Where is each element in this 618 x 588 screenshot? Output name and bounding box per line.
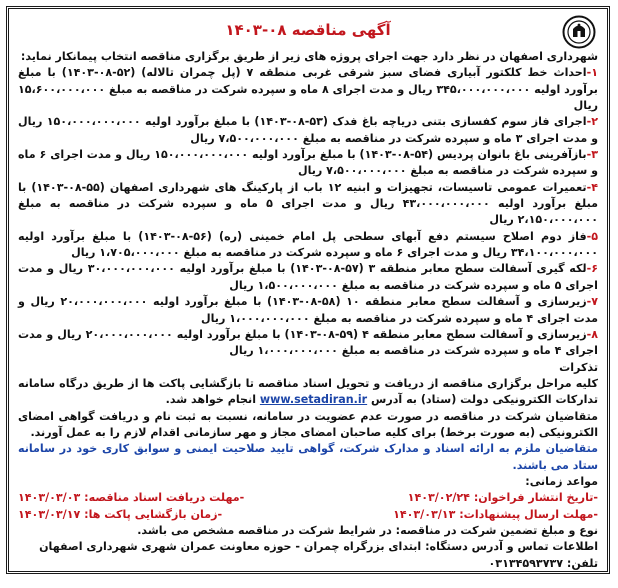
note-setad [18,376,598,409]
publish-date [408,490,598,506]
opening-date-label: -زمان بازگشایی پاکت ها: [84,507,223,521]
submit-deadline-label: -مهلت ارسال پیشنهادات: [459,507,598,521]
submit-deadline-value: ۱۴۰۳/۰۳/۱۳ [393,507,456,521]
municipality-logo-icon [562,15,596,49]
notice-body [18,49,598,572]
dates-heading: مواعد زمانی: [525,474,598,488]
note-registration: متقاضیان شرکت در مناقصه در صورت عدم عضویت در سامانه، نسبت به ثبت نام و دریافت گواهی امضای الکترونیکی (به صورت برخط) برای کلیه صاحبان امضای مجاز و مهر سازمانی اقدام لازم را به عمل آورند. [18,409,598,439]
item-text: فاز دوم اصلاح سیستم دفع آبهای سطحی پل امام خمینی (ره) (۵۶-۰۸-۱۴۰۳) با مبلغ برآورد اولیه ۳۴،۱۰۰،۰۰۰،۰۰۰ ریال و مدت اجرای ۶ ماه و سپرده شرکت در مناقصه به مبلغ ۱،۷۰۵،۰۰۰،۰۰۰ ریال [18,229,598,260]
setad-link[interactable]: www.setadiran.ir [259,393,368,407]
item-number: ۲- [586,115,598,129]
intro-text: شهرداری اصفهان در نظر دارد جهت اجرای پروژه های زیر از طریق برگزاری مناقصه انتخاب پیمانکار نماید: [20,50,598,63]
project-item-1 [18,65,598,114]
guarantee-info: نوع و مبلغ تضمین شرکت در مناقصه: در شرایط شرکت در مناقصه مشخص می باشد. [137,523,598,537]
project-item-4 [18,180,598,229]
docs-deadline-value: ۱۴۰۳/۰۳/۰۳ [18,491,81,505]
item-number: ۶- [586,262,598,276]
item-text: احداث خط کلکتور آبیاری فضای سبز شرقی غربی منطقه ۷ (پل چمران تالاله) (۵۲-۰۸-۱۴۰۳) با مبلغ برآورد اولیه ۳۴۵،۰۰۰،۰۰۰،۰۰۰ ریال و مدت اجرای ۸ ماه و سپرده شرکت در مناقصه به مبلغ ۱۵،۶۰۰،۰۰۰،۰۰۰ ریال [18,66,598,113]
docs-deadline [18,490,244,506]
item-number: ۸- [586,327,598,341]
dates-row-1 [18,490,598,506]
item-text: تعمیرات عمومی تاسیسات، تجهیزات و ابنیه ۱۲ باب از پارکینگ های شهرداری اصفهان (۵۵-۰۸-۱۴۰۳) با مبلغ برآورد اولیه ۴۳،۰۰۰،۰۰۰،۰۰۰ ریال و مدت اجرای ۵ ماه و سپرده شرکت در مناقصه به مبلغ ۲،۱۵۰،۰۰۰،۰۰۰ ریال [18,180,598,227]
phone-label: تلفن: [566,556,598,570]
notice-title: آگهی مناقصه ۰۸-۱۴۰۳ [225,21,391,39]
opening-date [18,507,222,523]
item-number: ۱- [586,66,598,80]
project-item-2 [18,114,598,147]
item-number: ۴- [586,180,598,194]
project-item-8 [18,327,598,360]
project-item-6 [18,261,598,294]
item-text: اجرای فاز سوم کفسازی بتنی دریاچه باغ فدک (۵۳-۰۸-۱۴۰۳) با مبلغ برآورد اولیه ۱۵۰،۰۰۰،۰۰۰،۰۰۰ ریال و مدت اجرای ۳ ماه و سپرده شرکت در مناقصه به مبلغ ۷،۵۰۰،۰۰۰،۰۰۰ ریال [18,115,598,145]
project-item-5 [18,229,598,262]
notes-heading: تذکرات [559,360,598,374]
opening-date-value: ۱۴۰۳/۰۳/۱۷ [18,507,81,521]
tender-notice [6,6,610,574]
phone-number: ۰۳۱۳۴۵۹۳۷۳۷ [488,556,564,570]
project-item-7 [18,294,598,327]
item-text: بازآفرینی باغ بانوان پردیس (۵۴-۰۸-۱۴۰۳) با مبلغ برآورد اولیه ۱۵۰،۰۰۰،۰۰۰،۰۰۰ ریال و مدت اجرای ۶ ماه و سپرده شرکت در مناقصه به مبلغ ۷،۵۰۰،۰۰۰،۰۰۰ ریال [18,148,598,178]
note-documents: متقاضیان ملزم به ارائه اسناد و مدارک شرکت، گواهی تایید صلاحیت ایمنی و سوابق کاری خود در سامانه ستاد می باشند. [18,442,598,472]
docs-deadline-label: -مهلت دریافت اسناد مناقصه: [84,491,245,505]
item-text: لکه گیری آسفالت سطح معابر منطقه ۳ (۵۷-۰۸-۱۴۰۳) با مبلغ برآورد اولیه ۳۰،۰۰۰،۰۰۰،۰۰۰ ریال و مدت اجرای ۵ ماه و سپرده شرکت در مناقصه به مبلغ ۱،۵۰۰،۰۰۰،۰۰۰ ریال [18,262,598,292]
item-text: زیرسازی و آسفالت سطح معابر منطقه ۱۰ (۵۸-۰۸-۱۴۰۳) با مبلغ برآورد اولیه ۲۰،۰۰۰،۰۰۰،۰۰۰ ریال و مدت اجرای ۴ ماه و سپرده شرکت در مناقصه به مبلغ ۱،۰۰۰،۰۰۰،۰۰۰ ریال [18,295,598,325]
item-text: زیرسازی و آسفالت سطح معابر منطقه ۴ (۵۹-۰۸-۱۴۰۳) با مبلغ برآورد اولیه ۲۰،۰۰۰،۰۰۰،۰۰۰ ریال و مدت اجرای ۴ ماه و سپرده شرکت در مناقصه به مبلغ ۱،۰۰۰،۰۰۰،۰۰۰ ریال [18,327,598,358]
note-setad-text: کلیه مراحل برگزاری مناقصه از دریافت و تحویل اسناد مناقصه تا بازگشایی پاکت ها از طریق درگاه سامانه تدارکات الکترونیکی دولت (ستاد) به آدرس [18,376,598,407]
dates-row-2 [18,507,598,523]
phone-line [18,556,598,572]
note-setad-end: انجام خواهد شد. [165,393,256,407]
publish-date-label: -تاریخ انتشار فراخوان: [473,491,598,505]
project-item-3 [18,147,598,180]
item-number: ۷- [586,295,599,309]
item-number: ۵- [586,229,599,243]
item-number: ۳- [586,148,598,162]
submit-deadline [393,507,598,523]
publish-date-value: ۱۴۰۳/۰۲/۲۴ [407,491,470,505]
header [18,13,598,49]
contact-info: اطلاعات تماس و آدرس دستگاه: ابتدای بزرگراه چمران - حوزه معاونت عمران شهری شهرداری اصفهان [39,540,598,554]
